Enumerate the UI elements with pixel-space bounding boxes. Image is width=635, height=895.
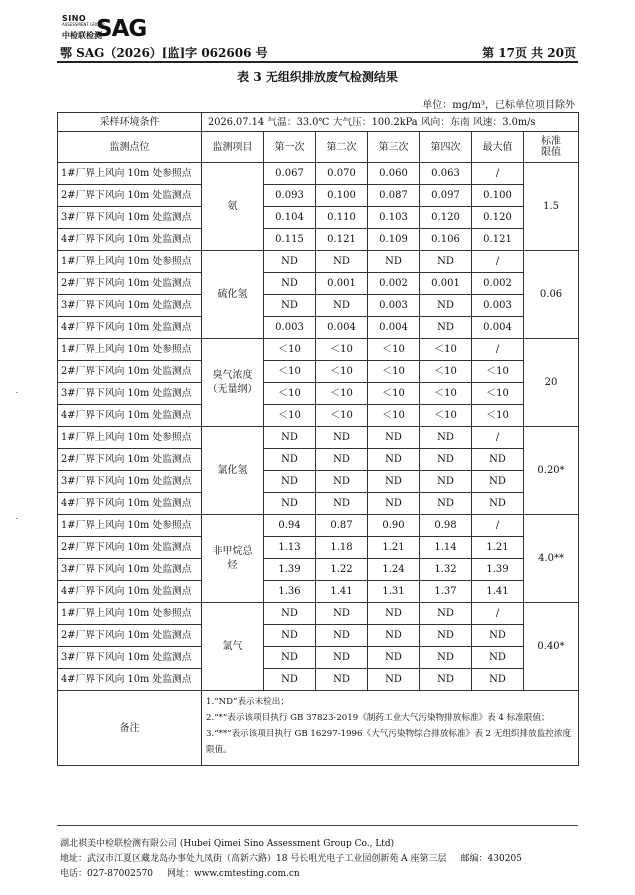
monitoring-point: 3#厂界下风向 10m 处监测点 <box>58 559 202 581</box>
monitoring-item <box>202 163 264 251</box>
value-third: 0.90 <box>368 515 420 537</box>
monitoring-point: 3#厂界下风向 10m 处监测点 <box>58 295 202 317</box>
monitoring-point: 1#厂界上风向 10m 处参照点 <box>58 603 202 625</box>
environment-row <box>58 113 579 132</box>
col-header-first: 第一次 <box>264 132 316 163</box>
value-second: ND <box>316 295 368 317</box>
monitoring-item <box>202 603 264 691</box>
value-third: 1.21 <box>368 537 420 559</box>
value-max: ND <box>472 669 524 691</box>
monitoring-item-name: 氯化氢 <box>217 464 248 476</box>
value-third: 0.060 <box>368 163 420 185</box>
footer-contact-line <box>60 866 300 879</box>
value-first: 0.115 <box>264 229 316 251</box>
standard-limit: 4.0** <box>524 515 579 603</box>
standard-limit: 20 <box>524 339 579 427</box>
value-fourth: 0.097 <box>420 185 472 207</box>
monitoring-item <box>202 515 264 603</box>
value-second: ND <box>316 251 368 273</box>
col-header-max: 最大值 <box>472 132 524 163</box>
value-third: ＜10 <box>368 405 420 427</box>
value-third: ND <box>368 647 420 669</box>
logo-sag-text: SAG <box>96 16 147 42</box>
table-row <box>58 515 579 537</box>
table-row <box>58 493 579 515</box>
footer-phone: 电话：027-87002570 <box>60 869 154 879</box>
value-first: ND <box>264 493 316 515</box>
value-max: ＜10 <box>472 405 524 427</box>
value-first: ND <box>264 603 316 625</box>
value-third: 0.103 <box>368 207 420 229</box>
value-second: ＜10 <box>316 383 368 405</box>
value-second: ND <box>316 669 368 691</box>
value-first: ND <box>264 647 316 669</box>
value-first: 0.093 <box>264 185 316 207</box>
value-fourth: 1.32 <box>420 559 472 581</box>
value-second: ＜10 <box>316 405 368 427</box>
value-fourth: ND <box>420 493 472 515</box>
value-third: 0.002 <box>368 273 420 295</box>
value-second: ND <box>316 449 368 471</box>
monitoring-point: 4#厂界下风向 10m 处监测点 <box>58 493 202 515</box>
value-second: 0.001 <box>316 273 368 295</box>
value-fourth: ND <box>420 471 472 493</box>
value-max: ND <box>472 647 524 669</box>
table-row <box>58 207 579 229</box>
monitoring-item-name-line2: （无量纲） <box>207 383 258 395</box>
value-third: ＜10 <box>368 361 420 383</box>
table-row <box>58 383 579 405</box>
value-second: ND <box>316 427 368 449</box>
value-third: ND <box>368 493 420 515</box>
monitoring-point: 1#厂界上风向 10m 处参照点 <box>58 515 202 537</box>
emission-results-table <box>57 112 579 766</box>
table-row <box>58 647 579 669</box>
value-fourth: 0.98 <box>420 515 472 537</box>
header-divider <box>57 61 578 63</box>
col-header-limit-line2: 限值 <box>541 147 562 158</box>
value-second: 0.100 <box>316 185 368 207</box>
value-third: ND <box>368 625 420 647</box>
value-first: ND <box>264 273 316 295</box>
monitoring-point: 3#厂界下风向 10m 处监测点 <box>58 207 202 229</box>
notes-content <box>202 691 579 766</box>
value-first: ＜10 <box>264 339 316 361</box>
col-header-limit <box>524 132 579 163</box>
value-fourth: ND <box>420 603 472 625</box>
footer-company: 湖北祺美中检联检测有限公司 (Hubei Qimei Sino Assessment Group Co., Ltd) <box>60 839 395 849</box>
monitoring-item <box>202 339 264 427</box>
monitoring-point: 2#厂界下风向 10m 处监测点 <box>58 537 202 559</box>
value-max: / <box>472 251 524 273</box>
value-max: / <box>472 427 524 449</box>
col-header-limit-line1: 标准 <box>541 136 562 147</box>
table-row <box>58 581 579 603</box>
table-row <box>58 405 579 427</box>
value-third: ＜10 <box>368 339 420 361</box>
value-second: ND <box>316 647 368 669</box>
col-header-item: 监测项目 <box>202 132 264 163</box>
table-title: 表 3 无组织排放废气检测结果 <box>237 70 398 84</box>
col-header-point: 监测点位 <box>58 132 202 163</box>
table-row <box>58 427 579 449</box>
value-fourth: ND <box>420 647 472 669</box>
col-header-third: 第三次 <box>368 132 420 163</box>
value-second: 1.18 <box>316 537 368 559</box>
value-fourth: ND <box>420 427 472 449</box>
table-row <box>58 273 579 295</box>
value-first: ＜10 <box>264 383 316 405</box>
notes-row <box>58 691 579 766</box>
value-fourth: ＜10 <box>420 339 472 361</box>
table-row <box>58 185 579 207</box>
monitoring-point: 3#厂界下风向 10m 处监测点 <box>58 647 202 669</box>
monitoring-point: 1#厂界上风向 10m 处参照点 <box>58 251 202 273</box>
value-fourth: ND <box>420 317 472 339</box>
value-second: 1.22 <box>316 559 368 581</box>
monitoring-item-name: 臭气浓度 <box>212 369 253 381</box>
value-first: ＜10 <box>264 405 316 427</box>
value-fourth: ND <box>420 295 472 317</box>
monitoring-item-name: 硫化氢 <box>217 288 248 300</box>
monitoring-point: 2#厂界下风向 10m 处监测点 <box>58 273 202 295</box>
value-second: 0.070 <box>316 163 368 185</box>
value-third: ND <box>368 471 420 493</box>
value-third: 0.003 <box>368 295 420 317</box>
value-third: 0.004 <box>368 317 420 339</box>
value-first: ND <box>264 251 316 273</box>
value-first: ND <box>264 625 316 647</box>
value-max: ＜10 <box>472 361 524 383</box>
monitoring-point: 2#厂界下风向 10m 处监测点 <box>58 185 202 207</box>
value-max: 0.003 <box>472 295 524 317</box>
value-fourth: 0.120 <box>420 207 472 229</box>
monitoring-point: 4#厂界下风向 10m 处监测点 <box>58 317 202 339</box>
table-row <box>58 559 579 581</box>
value-third: 0.109 <box>368 229 420 251</box>
value-max: / <box>472 339 524 361</box>
note-line: 2.“*”表示该项目执行 GB 37823-2019《制药工业大气污染物排放标准》表 4 标准限值； <box>206 713 550 723</box>
env-value: 2026.07.14 气温：33.0℃ 大气压：100.2kPa 风向：东南 风速：3.0m/s <box>202 113 579 132</box>
monitoring-point: 2#厂界下风向 10m 处监测点 <box>58 625 202 647</box>
footer-address-line <box>60 851 522 864</box>
unit-note: 单位：mg/m³，已标单位项目除外 <box>422 100 575 111</box>
value-fourth: ND <box>420 669 472 691</box>
table-row <box>58 603 579 625</box>
value-max: 1.21 <box>472 537 524 559</box>
note-line: 1.“ND”表示未检出； <box>206 697 289 707</box>
value-second: 1.41 <box>316 581 368 603</box>
monitoring-point: 2#厂界下风向 10m 处监测点 <box>58 361 202 383</box>
monitoring-item <box>202 427 264 515</box>
table-row <box>58 537 579 559</box>
value-third: ND <box>368 251 420 273</box>
value-max: / <box>472 163 524 185</box>
monitoring-point: 3#厂界下风向 10m 处监测点 <box>58 471 202 493</box>
report-number: 鄂 SAG（2026）[监]字 062606 号 <box>60 46 268 60</box>
monitoring-item-name: 氨 <box>227 200 238 212</box>
value-fourth: ND <box>420 625 472 647</box>
value-first: 0.003 <box>264 317 316 339</box>
margin-mark <box>16 518 18 519</box>
value-first: 1.36 <box>264 581 316 603</box>
value-second: ND <box>316 493 368 515</box>
value-fourth: ＜10 <box>420 361 472 383</box>
table-row <box>58 163 579 185</box>
col-header-second: 第二次 <box>316 132 368 163</box>
monitoring-item-name: 非甲烷总 <box>212 545 253 557</box>
value-max: ND <box>472 625 524 647</box>
value-fourth: ND <box>420 251 472 273</box>
value-first: ND <box>264 427 316 449</box>
footer-website: 网址：www.cmtesting.com.cn <box>167 869 300 879</box>
logo-sino-text: SINO <box>62 14 87 23</box>
footer-divider <box>57 825 578 826</box>
standard-limit: 0.20* <box>524 427 579 515</box>
value-third: ND <box>368 669 420 691</box>
value-third: ND <box>368 449 420 471</box>
monitoring-point: 4#厂界下风向 10m 处监测点 <box>58 229 202 251</box>
value-first: ND <box>264 471 316 493</box>
value-second: ND <box>316 625 368 647</box>
value-fourth: 0.106 <box>420 229 472 251</box>
value-fourth: ND <box>420 449 472 471</box>
notes-label: 备注 <box>58 691 202 766</box>
footer-postcode: 邮编：430205 <box>460 854 522 864</box>
standard-limit: 1.5 <box>524 163 579 251</box>
value-first: 1.39 <box>264 559 316 581</box>
standard-limit: 0.40* <box>524 603 579 691</box>
table-row <box>58 361 579 383</box>
table-row <box>58 625 579 647</box>
value-max: ND <box>472 471 524 493</box>
table-row <box>58 317 579 339</box>
value-fourth: 0.001 <box>420 273 472 295</box>
table-row <box>58 251 579 273</box>
page-number: 第 17页 共 20页 <box>482 46 576 60</box>
monitoring-point: 4#厂界下风向 10m 处监测点 <box>58 581 202 603</box>
monitoring-item-name: 氯气 <box>222 640 243 652</box>
column-header-row <box>58 132 579 163</box>
value-third: ND <box>368 603 420 625</box>
monitoring-point: 1#厂界上风向 10m 处参照点 <box>58 427 202 449</box>
logo-cn-text: 中检联检测 <box>62 31 102 40</box>
value-max: / <box>472 603 524 625</box>
value-third: 1.31 <box>368 581 420 603</box>
value-fourth: 0.063 <box>420 163 472 185</box>
table-row <box>58 449 579 471</box>
value-second: ＜10 <box>316 361 368 383</box>
value-second: ND <box>316 603 368 625</box>
value-max: ＜10 <box>472 383 524 405</box>
value-max: 0.120 <box>472 207 524 229</box>
note-line: 3.“**”表示该项目执行 GB 16297-1996《大气污染物综合排放标准》表 2 无组织排放监控浓度限值。 <box>206 729 572 755</box>
monitoring-point: 2#厂界下风向 10m 处监测点 <box>58 449 202 471</box>
value-fourth: 1.14 <box>420 537 472 559</box>
monitoring-point: 3#厂界下风向 10m 处监测点 <box>58 383 202 405</box>
standard-limit: 0.06 <box>524 251 579 339</box>
margin-mark <box>16 392 18 393</box>
value-second: ND <box>316 471 368 493</box>
value-max: 0.121 <box>472 229 524 251</box>
table-row <box>58 295 579 317</box>
value-third: ND <box>368 427 420 449</box>
value-max: 0.004 <box>472 317 524 339</box>
value-second: 0.121 <box>316 229 368 251</box>
value-third: 1.24 <box>368 559 420 581</box>
value-max: 1.41 <box>472 581 524 603</box>
value-first: ＜10 <box>264 361 316 383</box>
footer-address: 地址：武汉市江夏区藏龙岛办事处九凤街（高新六路）18 号长咀光电子工业园创新苑 A 座第三层 <box>60 854 447 864</box>
value-max: 0.002 <box>472 273 524 295</box>
monitoring-point: 4#厂界下风向 10m 处监测点 <box>58 669 202 691</box>
value-first: ND <box>264 669 316 691</box>
col-header-fourth: 第四次 <box>420 132 472 163</box>
value-first: ND <box>264 449 316 471</box>
value-first: 0.94 <box>264 515 316 537</box>
monitoring-item-name-line2: 烃 <box>227 559 238 571</box>
value-first: 1.13 <box>264 537 316 559</box>
monitoring-point: 1#厂界上风向 10m 处参照点 <box>58 339 202 361</box>
value-first: ND <box>264 295 316 317</box>
value-max: 1.39 <box>472 559 524 581</box>
value-first: 0.104 <box>264 207 316 229</box>
monitoring-point: 1#厂界上风向 10m 处参照点 <box>58 163 202 185</box>
value-second: 0.110 <box>316 207 368 229</box>
env-label: 采样环境条件 <box>58 113 202 132</box>
value-fourth: 1.37 <box>420 581 472 603</box>
table-row <box>58 339 579 361</box>
value-max: ND <box>472 493 524 515</box>
value-first: 0.067 <box>264 163 316 185</box>
table-row <box>58 471 579 493</box>
value-second: 0.87 <box>316 515 368 537</box>
value-second: 0.004 <box>316 317 368 339</box>
monitoring-item <box>202 251 264 339</box>
value-fourth: ＜10 <box>420 405 472 427</box>
logo-group-text: ASSESSMENT GROUP <box>62 22 105 27</box>
value-max: / <box>472 515 524 537</box>
table-row <box>58 229 579 251</box>
value-max: ND <box>472 449 524 471</box>
value-max: 0.100 <box>472 185 524 207</box>
sag-logo <box>60 14 150 44</box>
value-fourth: ＜10 <box>420 383 472 405</box>
value-second: ＜10 <box>316 339 368 361</box>
table-row <box>58 669 579 691</box>
value-third: ＜10 <box>368 383 420 405</box>
value-third: 0.087 <box>368 185 420 207</box>
monitoring-point: 4#厂界下风向 10m 处监测点 <box>58 405 202 427</box>
